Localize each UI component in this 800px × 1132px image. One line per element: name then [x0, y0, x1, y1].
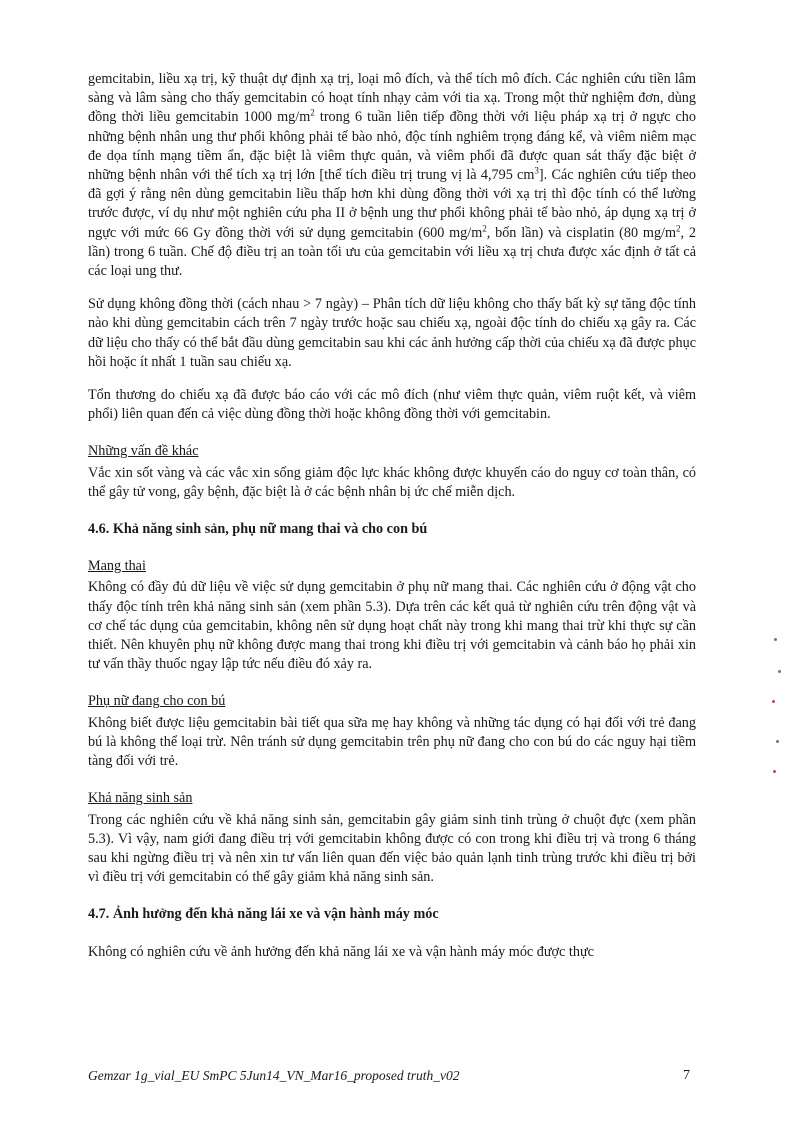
paragraph-non-concurrent: Sử dụng không đồng thời (cách nhau > 7 ngày) – Phân tích dữ liệu không cho thấy bất kỳ sự tăng độc tính nào khi dùng gemcitabin cách trên 7 ngày trước hoặc sau chiếu xạ, ngoài độc tính do chiếu xạ gây ra. Các dữ liệu cho thấy có thể bắt đầu dùng gemcitabin sau khi các ảnh hưởng cấp thời của chiếu xạ đã được phục hồi hoặc ít nhất 1 tuần sau chiếu xạ.: [88, 296, 696, 370]
paragraph-fertility: Trong các nghiên cứu về khả năng sinh sản, gemcitabin gây giảm sinh tinh trùng ở chuột đực (xem phần 5.3). Vì vậy, nam giới đang điều trị với gemcitabin không được có con trong khi điều trị và trong 6 tháng sau khi ngừng điều trị và nên xin tư vấn liên quan đến việc bảo quản lạnh tinh trùng trước khi điều trị bởi vì điều trị với gemcitabin có thể gây giảm khả năng sinh sản.: [88, 811, 696, 886]
stamp-dot: [776, 740, 779, 743]
paragraph-pregnancy: Không có đầy đủ dữ liệu về việc sử dụng gemcitabin ở phụ nữ mang thai. Các nghiên cứu ở động vật cho thấy độc tính trên khả năng sinh sản (xem phần 5.3). Dựa trên các kết quả từ nghiên cứu trên động vật và cơ chế tác dụng của gemcitabin, không nên sử dụng hoạt chất này trong khi mang thai trừ khi thực sự cần thiết. Nên khuyên phụ nữ không được mang thai trong khi điều trị với gemcitabin và cảnh báo họ phải xin tư vấn thầy thuốc ngay lập tức nếu điều đó xảy ra.: [88, 579, 696, 673]
stamp-dot: [774, 638, 777, 641]
section-heading-4-6: 4.6. Khả năng sinh sản, phụ nữ mang thai và cho con bú: [88, 521, 428, 538]
superscript: 2: [310, 107, 315, 118]
paragraph-radiation-injury: Tổn thương do chiếu xạ đã được báo cáo với các mô đích (như viêm thực quản, viêm ruột kết, và viêm phổi) liên quan đến cả việc dùng đồng thời hoặc không đồng thời với gemcitabin.: [88, 387, 696, 423]
section-heading-4-7: 4.7. Ảnh hưởng đến khả năng lái xe và vận hành máy móc: [88, 906, 439, 923]
paragraph-vaccines: Vắc xin sốt vàng và các vắc xin sống giảm độc lực khác không được khuyến cáo do nguy cơ toàn thân, có thể gây tử vong, gây bệnh, đặc biệt là ở các bệnh nhân bị ức chế miễn dịch.: [88, 464, 696, 500]
stamp-dot: [778, 670, 781, 673]
subheading-pregnancy: Mang thai: [88, 558, 146, 575]
superscript: 2: [676, 222, 681, 233]
text-run: ]. Các nghiên cứu tiếp theo đã gợi ý rằng nên dùng gemcitabin liều thấp hơn khi dùng đồng thời với xạ trị thì độc tính có thể lường trước được, ví dụ như một nghiên cứu pha II ở bệnh ung thư phổi không phải tế bào nhỏ, áp dụng xạ trị ở ngực với mức 66 Gy đồng thời với sử dụng gemcitabin (600 mg/m: [88, 167, 696, 241]
text-run: gemcitabin, liều xạ trị, kỹ thuật dự định xạ trị, loại mô đích, và thể tích mô đích. Các nghiên cứu tiền lâm sàng và lâm sàng cho thấy gemcitabin có hoạt tính nhạy cảm với tia xạ. Trong một thử nghiệm đơn, dùng đồng thời liều gemcitabin 1000 mg/m: [88, 71, 696, 126]
page-number: 7: [683, 1068, 690, 1083]
text-run: , 2 lần) trong 6 tuần. Chế độ điều trị an toàn tối ưu của gemcitabin với liều xạ trị chưa được xác định ở tất cả các loại ung thư.: [88, 224, 696, 280]
paragraph-radiotherapy-concurrent: [88, 70, 696, 281]
subheading-other-issues: Những vấn đề khác: [88, 443, 199, 460]
document-body: [88, 70, 696, 962]
text-run: , bốn lần) và cisplatin (80 mg/m: [486, 224, 677, 241]
text-run: trong 6 tuần liên tiếp đồng thời với liệu pháp xạ trị ở ngực cho những bệnh nhân ung thư phổi không phải tế bào nhỏ, độc tính nghiêm trọng đáng kể, và viêm niêm mạc đe dọa tính mạng tiềm ẩn, đặc biệt là viêm thực quản, và viêm phổi đã được quan sát thấy đặc biệt ở những bệnh nhân với thể tích xạ trị lớn [thể tích điều trị trung vị là 4,795 cm: [88, 109, 696, 184]
margin-stamp-marks: [768, 630, 788, 790]
subheading-breastfeeding: Phụ nữ đang cho con bú: [88, 693, 226, 710]
superscript: 3: [534, 165, 539, 176]
footer-document-id: Gemzar 1g_vial_EU SmPC 5Jun14_VN_Mar16_proposed truth_v02: [88, 1068, 460, 1083]
stamp-dot: [773, 770, 776, 773]
paragraph-driving: Không có nghiên cứu về ảnh hưởng đến khả năng lái xe và vận hành máy móc được thực: [88, 943, 594, 960]
paragraph-breastfeeding: Không biết được liệu gemcitabin bài tiết qua sữa mẹ hay không và những tác dụng có hại đối với trẻ đang bú là không thể loại trừ. Nên tránh sử dụng gemcitabin trên phụ nữ đang cho con bú do các nguy hại tiềm tàng đối với trẻ.: [88, 714, 696, 770]
subheading-fertility: Khả năng sinh sản: [88, 790, 193, 807]
stamp-dot: [772, 700, 775, 703]
superscript: 2: [482, 222, 487, 233]
